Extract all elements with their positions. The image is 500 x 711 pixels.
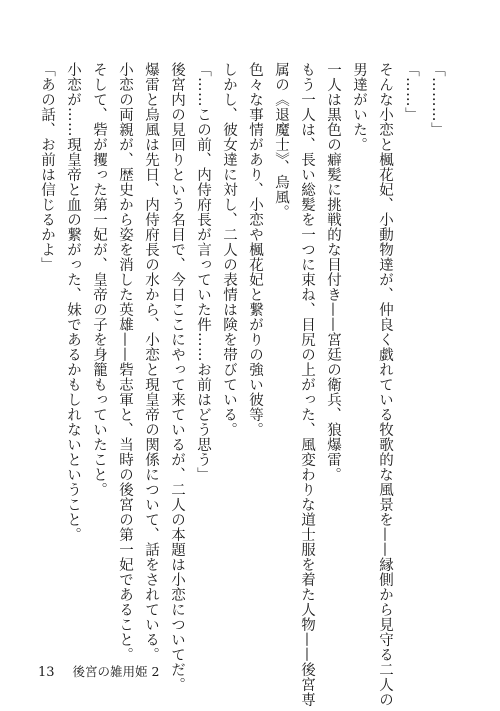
text-line: 後宮内の見回りという名目で、今日ここにやって来ているが、二人の本題は小恋についてだ。 [169, 62, 185, 692]
text-line: 「あの話、お前は信じるかよ」 [39, 62, 55, 272]
text-line: 小恋の両親が、歴史から姿を消した英雄——砦志軍と、当時の後宮の第一妃であること。 [117, 62, 133, 662]
page-footer [38, 662, 159, 680]
text-line: 一人は黒色の癖髪に挑戦的な目付き——宮廷の衛兵、狼爆雷。 [325, 62, 341, 482]
text-line: そんな小恋と楓花妃、小動物達が、仲良く戯れている牧歌的な風景を——縁側から見守る二人の [377, 62, 393, 707]
text-line: 「……この前、内侍府長が言っていた件……お前はどう思う」 [195, 62, 211, 482]
text-line: そして、砦が攫った第一妃が、皇帝の子を身籠もっていたこと。 [91, 62, 107, 497]
page-number: 13 [38, 665, 55, 680]
text-line: 「………」 [429, 62, 445, 137]
text-line: 属の《退魔士》、烏風。 [273, 62, 289, 220]
text-line: 男達がいた。 [351, 62, 367, 152]
text-line: 「……」 [403, 62, 419, 122]
text-line: 色々な事情があり、小恋や楓花妃と繋がりの強い彼等。 [247, 62, 263, 437]
text-line: 爆雷と烏風は先日、内侍府長の水から、小恋と現皇帝の関係について、話をされている。 [143, 62, 159, 662]
text-line: もう一人は、長い総髪を一つに束ね、目尻の上がった、風変わりな道士服を着た人物——後宮専 [299, 62, 315, 707]
book-title: 後宮の雑用姫 2 [72, 664, 160, 679]
text-line: しかし、彼女達に対し、二人の表情は険を帯びている。 [221, 62, 237, 437]
text-line: 小恋が……現皇帝と血の繋がった、妹であるかもしれないということ。 [65, 62, 81, 542]
